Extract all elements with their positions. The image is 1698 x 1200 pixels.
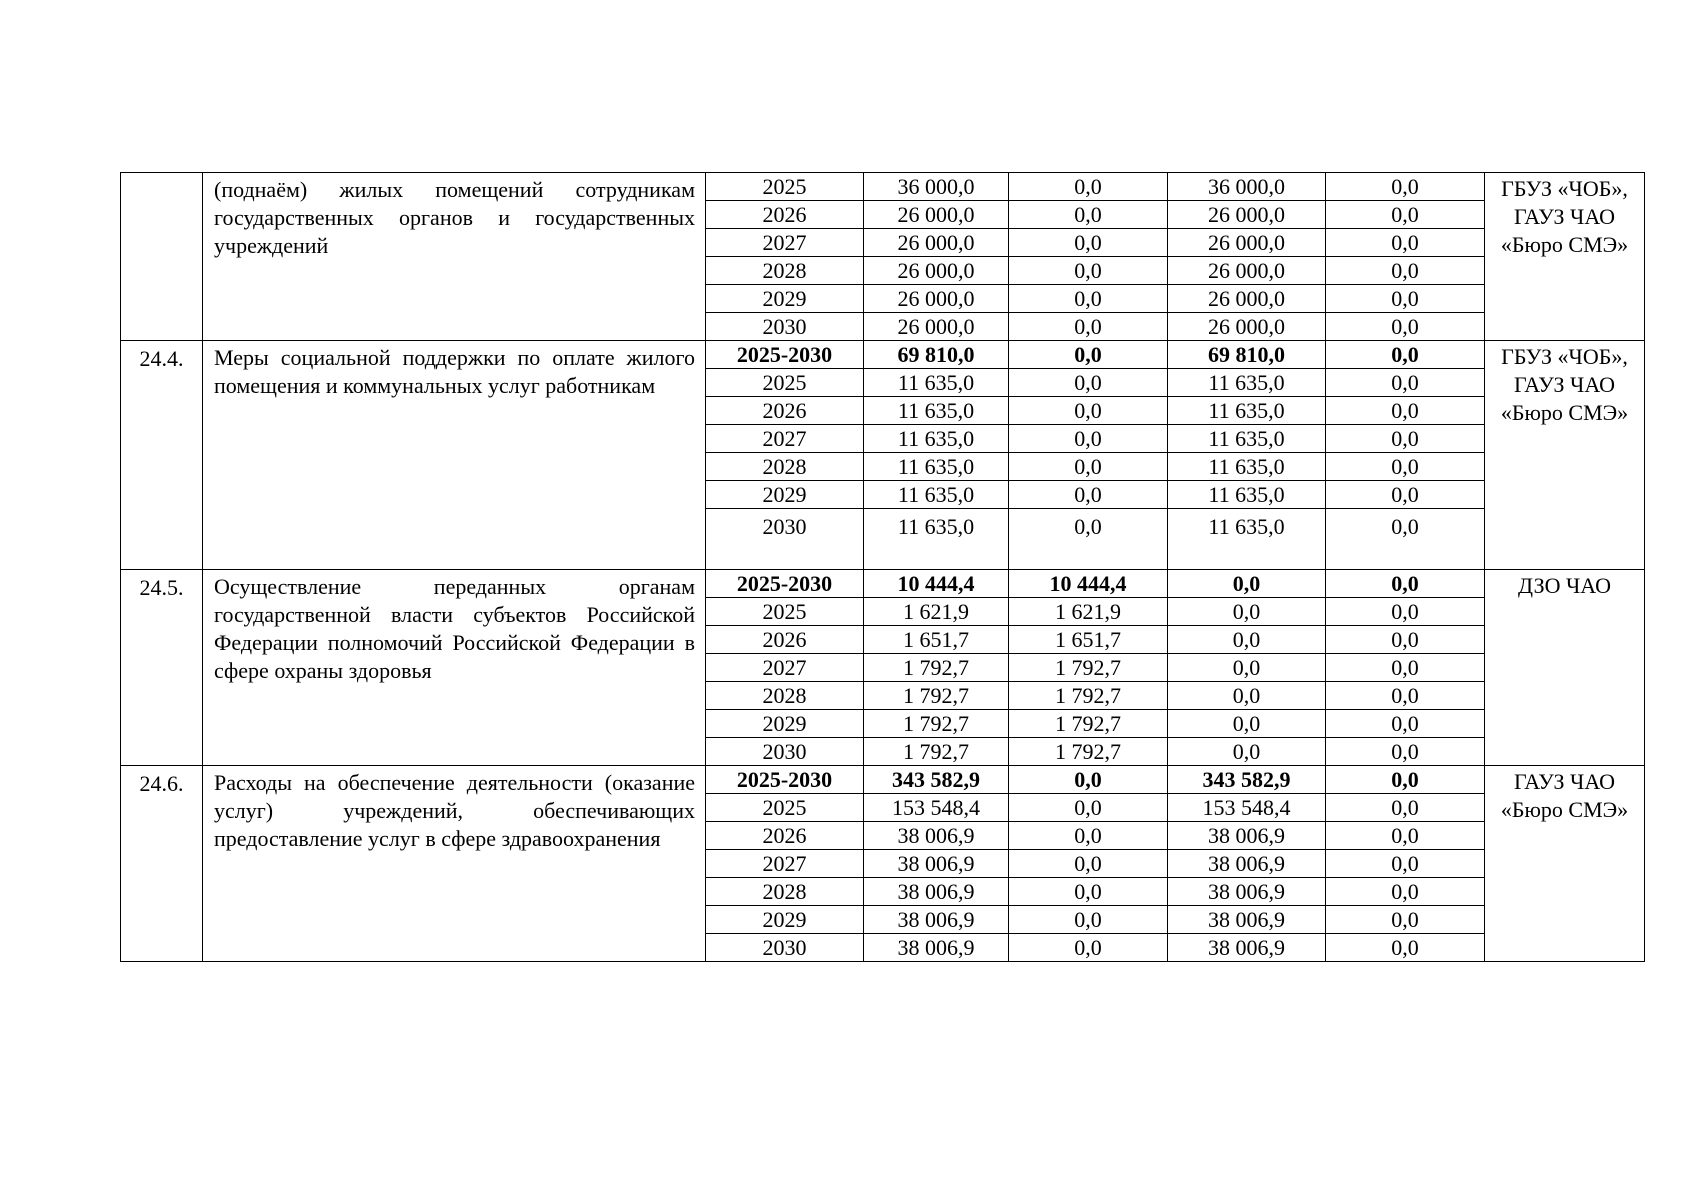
other-cell: 0,0 bbox=[1326, 934, 1485, 962]
total-cell: 11 635,0 bbox=[864, 425, 1009, 453]
total-cell: 26 000,0 bbox=[864, 229, 1009, 257]
federal-cell: 0,0 bbox=[1009, 201, 1168, 229]
federal-cell: 1 792,7 bbox=[1009, 654, 1168, 682]
executor-cell: ГБУЗ «ЧОБ», ГАУЗ ЧАО «Бюро СМЭ» bbox=[1485, 341, 1645, 570]
other-cell: 0,0 bbox=[1326, 794, 1485, 822]
year-cell: 2025 bbox=[706, 369, 864, 397]
regional-cell: 26 000,0 bbox=[1168, 201, 1326, 229]
total-cell: 1 792,7 bbox=[864, 738, 1009, 766]
regional-cell: 38 006,9 bbox=[1168, 906, 1326, 934]
other-cell: 0,0 bbox=[1326, 369, 1485, 397]
other-cell: 0,0 bbox=[1326, 313, 1485, 341]
regional-cell: 26 000,0 bbox=[1168, 257, 1326, 285]
federal-cell: 0,0 bbox=[1009, 285, 1168, 313]
federal-cell: 0,0 bbox=[1009, 934, 1168, 962]
table-row bbox=[121, 341, 1645, 369]
regional-cell: 11 635,0 bbox=[1168, 369, 1326, 397]
regional-cell: 38 006,9 bbox=[1168, 878, 1326, 906]
regional-cell: 0,0 bbox=[1168, 626, 1326, 654]
year-cell: 2025-2030 bbox=[706, 766, 864, 794]
table-row bbox=[121, 173, 1645, 201]
other-cell: 0,0 bbox=[1326, 598, 1485, 626]
other-cell: 0,0 bbox=[1326, 425, 1485, 453]
regional-cell: 38 006,9 bbox=[1168, 822, 1326, 850]
year-cell: 2029 bbox=[706, 481, 864, 509]
regional-cell: 11 635,0 bbox=[1168, 425, 1326, 453]
other-cell: 0,0 bbox=[1326, 509, 1485, 570]
regional-cell: 11 635,0 bbox=[1168, 453, 1326, 481]
total-cell: 153 548,4 bbox=[864, 794, 1009, 822]
item-number: 24.4. bbox=[121, 341, 203, 570]
total-cell: 26 000,0 bbox=[864, 285, 1009, 313]
total-cell: 38 006,9 bbox=[864, 934, 1009, 962]
year-cell: 2029 bbox=[706, 906, 864, 934]
regional-cell: 153 548,4 bbox=[1168, 794, 1326, 822]
federal-cell: 1 651,7 bbox=[1009, 626, 1168, 654]
year-cell: 2027 bbox=[706, 654, 864, 682]
total-cell: 11 635,0 bbox=[864, 397, 1009, 425]
year-cell: 2025-2030 bbox=[706, 341, 864, 369]
regional-cell: 0,0 bbox=[1168, 738, 1326, 766]
total-cell: 26 000,0 bbox=[864, 201, 1009, 229]
year-cell: 2025 bbox=[706, 173, 864, 201]
federal-cell: 1 792,7 bbox=[1009, 682, 1168, 710]
other-cell: 0,0 bbox=[1326, 285, 1485, 313]
federal-cell: 0,0 bbox=[1009, 481, 1168, 509]
federal-cell: 0,0 bbox=[1009, 173, 1168, 201]
total-cell: 69 810,0 bbox=[864, 341, 1009, 369]
federal-cell: 0,0 bbox=[1009, 878, 1168, 906]
federal-cell: 0,0 bbox=[1009, 822, 1168, 850]
other-cell: 0,0 bbox=[1326, 710, 1485, 738]
year-cell: 2029 bbox=[706, 285, 864, 313]
total-cell: 11 635,0 bbox=[864, 369, 1009, 397]
executor-cell: ДЗО ЧАО bbox=[1485, 570, 1645, 766]
year-cell: 2026 bbox=[706, 626, 864, 654]
year-cell: 2030 bbox=[706, 313, 864, 341]
total-cell: 1 792,7 bbox=[864, 710, 1009, 738]
year-cell: 2029 bbox=[706, 710, 864, 738]
year-cell: 2030 bbox=[706, 509, 864, 570]
federal-cell: 0,0 bbox=[1009, 425, 1168, 453]
year-cell: 2027 bbox=[706, 425, 864, 453]
other-cell: 0,0 bbox=[1326, 201, 1485, 229]
year-cell: 2025 bbox=[706, 794, 864, 822]
year-cell: 2026 bbox=[706, 822, 864, 850]
regional-cell: 0,0 bbox=[1168, 710, 1326, 738]
item-description: Осуществление переданных органам государственной власти субъектов Российской Федерации полномочий Российской Федерации в сфере охраны здоровья bbox=[203, 570, 706, 766]
year-cell: 2027 bbox=[706, 229, 864, 257]
total-cell: 38 006,9 bbox=[864, 878, 1009, 906]
total-cell: 1 792,7 bbox=[864, 654, 1009, 682]
total-cell: 26 000,0 bbox=[864, 257, 1009, 285]
year-cell: 2026 bbox=[706, 201, 864, 229]
federal-cell: 0,0 bbox=[1009, 794, 1168, 822]
federal-cell: 0,0 bbox=[1009, 509, 1168, 570]
total-cell: 1 621,9 bbox=[864, 598, 1009, 626]
year-cell: 2030 bbox=[706, 738, 864, 766]
regional-cell: 0,0 bbox=[1168, 682, 1326, 710]
year-cell: 2028 bbox=[706, 257, 864, 285]
total-cell: 11 635,0 bbox=[864, 509, 1009, 570]
year-cell: 2025-2030 bbox=[706, 570, 864, 598]
total-cell: 11 635,0 bbox=[864, 481, 1009, 509]
other-cell: 0,0 bbox=[1326, 341, 1485, 369]
federal-cell: 0,0 bbox=[1009, 341, 1168, 369]
total-cell: 1 792,7 bbox=[864, 682, 1009, 710]
budget-table bbox=[120, 172, 1645, 962]
item-description: Меры социальной поддержки по оплате жилого помещения и коммунальных услуг работникам bbox=[203, 341, 706, 570]
federal-cell: 0,0 bbox=[1009, 850, 1168, 878]
regional-cell: 11 635,0 bbox=[1168, 481, 1326, 509]
federal-cell: 1 621,9 bbox=[1009, 598, 1168, 626]
executor-cell: ГБУЗ «ЧОБ», ГАУЗ ЧАО «Бюро СМЭ» bbox=[1485, 173, 1645, 341]
total-cell: 26 000,0 bbox=[864, 313, 1009, 341]
total-cell: 10 444,4 bbox=[864, 570, 1009, 598]
executor-cell: ГАУЗ ЧАО «Бюро СМЭ» bbox=[1485, 766, 1645, 962]
regional-cell: 0,0 bbox=[1168, 598, 1326, 626]
regional-cell: 38 006,9 bbox=[1168, 934, 1326, 962]
other-cell: 0,0 bbox=[1326, 570, 1485, 598]
federal-cell: 0,0 bbox=[1009, 229, 1168, 257]
regional-cell: 343 582,9 bbox=[1168, 766, 1326, 794]
total-cell: 1 651,7 bbox=[864, 626, 1009, 654]
year-cell: 2028 bbox=[706, 682, 864, 710]
federal-cell: 0,0 bbox=[1009, 257, 1168, 285]
regional-cell: 26 000,0 bbox=[1168, 229, 1326, 257]
total-cell: 38 006,9 bbox=[864, 850, 1009, 878]
other-cell: 0,0 bbox=[1326, 682, 1485, 710]
federal-cell: 0,0 bbox=[1009, 313, 1168, 341]
total-cell: 36 000,0 bbox=[864, 173, 1009, 201]
other-cell: 0,0 bbox=[1326, 257, 1485, 285]
other-cell: 0,0 bbox=[1326, 654, 1485, 682]
federal-cell: 1 792,7 bbox=[1009, 738, 1168, 766]
other-cell: 0,0 bbox=[1326, 173, 1485, 201]
regional-cell: 38 006,9 bbox=[1168, 850, 1326, 878]
other-cell: 0,0 bbox=[1326, 906, 1485, 934]
regional-cell: 69 810,0 bbox=[1168, 341, 1326, 369]
other-cell: 0,0 bbox=[1326, 453, 1485, 481]
year-cell: 2025 bbox=[706, 598, 864, 626]
year-cell: 2028 bbox=[706, 453, 864, 481]
year-cell: 2030 bbox=[706, 934, 864, 962]
other-cell: 0,0 bbox=[1326, 878, 1485, 906]
table-row bbox=[121, 570, 1645, 598]
item-description: (поднаём) жилых помещений сотрудникам государственных органов и государственных учреждений bbox=[203, 173, 706, 341]
item-number: 24.6. bbox=[121, 766, 203, 962]
table-row bbox=[121, 766, 1645, 794]
federal-cell: 0,0 bbox=[1009, 397, 1168, 425]
item-description: Расходы на обеспечение деятельности (оказание услуг) учреждений, обеспечивающих предоставление услуг в сфере здравоохранения bbox=[203, 766, 706, 962]
item-number: 24.5. bbox=[121, 570, 203, 766]
other-cell: 0,0 bbox=[1326, 626, 1485, 654]
other-cell: 0,0 bbox=[1326, 850, 1485, 878]
federal-cell: 1 792,7 bbox=[1009, 710, 1168, 738]
federal-cell: 10 444,4 bbox=[1009, 570, 1168, 598]
regional-cell: 26 000,0 bbox=[1168, 313, 1326, 341]
federal-cell: 0,0 bbox=[1009, 453, 1168, 481]
year-cell: 2026 bbox=[706, 397, 864, 425]
federal-cell: 0,0 bbox=[1009, 369, 1168, 397]
total-cell: 38 006,9 bbox=[864, 822, 1009, 850]
other-cell: 0,0 bbox=[1326, 738, 1485, 766]
federal-cell: 0,0 bbox=[1009, 766, 1168, 794]
other-cell: 0,0 bbox=[1326, 397, 1485, 425]
year-cell: 2028 bbox=[706, 878, 864, 906]
year-cell: 2027 bbox=[706, 850, 864, 878]
federal-cell: 0,0 bbox=[1009, 906, 1168, 934]
regional-cell: 36 000,0 bbox=[1168, 173, 1326, 201]
total-cell: 11 635,0 bbox=[864, 453, 1009, 481]
other-cell: 0,0 bbox=[1326, 229, 1485, 257]
total-cell: 38 006,9 bbox=[864, 906, 1009, 934]
total-cell: 343 582,9 bbox=[864, 766, 1009, 794]
item-number bbox=[121, 173, 203, 341]
other-cell: 0,0 bbox=[1326, 481, 1485, 509]
regional-cell: 0,0 bbox=[1168, 654, 1326, 682]
other-cell: 0,0 bbox=[1326, 822, 1485, 850]
regional-cell: 26 000,0 bbox=[1168, 285, 1326, 313]
regional-cell: 11 635,0 bbox=[1168, 397, 1326, 425]
regional-cell: 0,0 bbox=[1168, 570, 1326, 598]
other-cell: 0,0 bbox=[1326, 766, 1485, 794]
regional-cell: 11 635,0 bbox=[1168, 509, 1326, 570]
